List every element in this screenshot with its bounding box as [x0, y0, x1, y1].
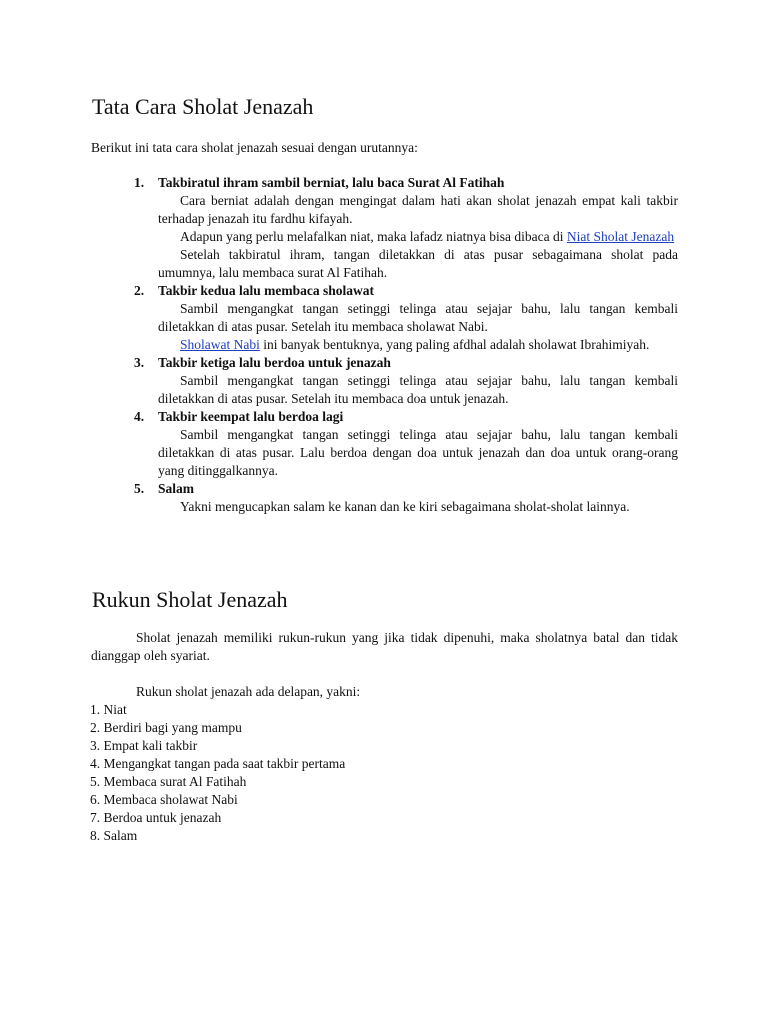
- step-paragraph: Sambil mengangkat tangan setinggi telinga atau sejajar bahu, lalu tangan kembali diletakkan di atas pusar. Setelah itu membaca doa untuk jenazah.: [158, 373, 678, 406]
- rukun-paragraph: Sholat jenazah memiliki rukun-rukun yang jika tidak dipenuhi, maka sholatnya batal dan tidak dianggap oleh syariat.: [91, 630, 678, 663]
- list-item: 6. Membaca sholawat Nabi: [90, 792, 238, 807]
- step-number: 2.: [134, 283, 145, 298]
- step-title: Takbir kedua lalu membaca sholawat: [158, 283, 375, 298]
- step-item-3: [91, 354, 678, 408]
- step-number: 4.: [134, 409, 145, 424]
- step-title: Salam: [158, 481, 195, 496]
- step-title: Takbir ketiga lalu berdoa untuk jenazah: [158, 355, 391, 370]
- step-title: Takbiratul ihram sambil berniat, lalu baca Surat Al Fatihah: [158, 175, 505, 190]
- list-item: 1. Niat: [90, 702, 127, 717]
- step-paragraph: Sambil mengangkat tangan setinggi telinga atau sejajar bahu, lalu tangan kembali diletakkan di atas pusar. Setelah itu membaca sholawat Nabi.: [158, 301, 678, 334]
- intro-paragraph: Berikut ini tata cara sholat jenazah sesuai dengan urutannya:: [91, 140, 418, 155]
- step-paragraph: [158, 336, 678, 354]
- step-item-4: [91, 408, 678, 480]
- step-title: Takbir keempat lalu berdoa lagi: [158, 409, 344, 424]
- list-item: 2. Berdiri bagi yang mampu: [90, 720, 242, 735]
- step-paragraph: Sambil mengangkat tangan setinggi telinga atau sejajar bahu, lalu tangan kembali diletakkan di atas pusar. Lalu berdoa dengan doa untuk jenazah dan doa untuk orang-orang yang ditinggalkannya.: [158, 427, 678, 478]
- step-paragraph: Setelah takbiratul ihram, tangan diletakkan di atas pusar sebagaimana sholat pada umumnya, lalu membaca surat Al Fatihah.: [158, 247, 678, 280]
- list-item: 5. Membaca surat Al Fatihah: [90, 774, 247, 789]
- page-title: Tata Cara Sholat Jenazah: [92, 94, 314, 119]
- section-heading: Rukun Sholat Jenazah: [92, 587, 288, 612]
- step-number: 5.: [134, 481, 145, 496]
- step-paragraph: Yakni mengucapkan salam ke kanan dan ke kiri sebagaimana sholat-sholat lainnya.: [180, 499, 630, 514]
- step-item-1: [91, 174, 678, 282]
- step-paragraph: Cara berniat adalah dengan mengingat dalam hati akan sholat jenazah empat kali takbir terhadap jenazah itu fardhu kifayah.: [158, 193, 678, 226]
- step-paragraph: [158, 228, 678, 246]
- steps-list: [91, 174, 678, 516]
- list-item: 8. Salam: [90, 828, 138, 843]
- step-item-2: [91, 282, 678, 354]
- rukun-intro: Rukun sholat jenazah ada delapan, yakni:: [136, 684, 361, 699]
- step-number: 3.: [134, 355, 145, 370]
- step-paragraph-text: Adapun yang perlu melafalkan niat, maka lafadz niatnya bisa dibaca di: [180, 229, 567, 244]
- niat-sholat-jenazah-link[interactable]: Niat Sholat Jenazah: [566, 229, 675, 244]
- step-number: 1.: [134, 175, 145, 190]
- step-paragraph-text: ini banyak bentuknya, yang paling afdhal adalah sholawat Ibrahimiyah.: [259, 337, 650, 352]
- rukun-list: [90, 701, 490, 845]
- list-item: 3. Empat kali takbir: [90, 738, 198, 753]
- sholawat-nabi-link[interactable]: Sholawat Nabi: [180, 337, 260, 352]
- list-item: 7. Berdoa untuk jenazah: [90, 810, 222, 825]
- list-item: 4. Mengangkat tangan pada saat takbir pertama: [90, 756, 346, 771]
- step-item-5: [91, 480, 678, 516]
